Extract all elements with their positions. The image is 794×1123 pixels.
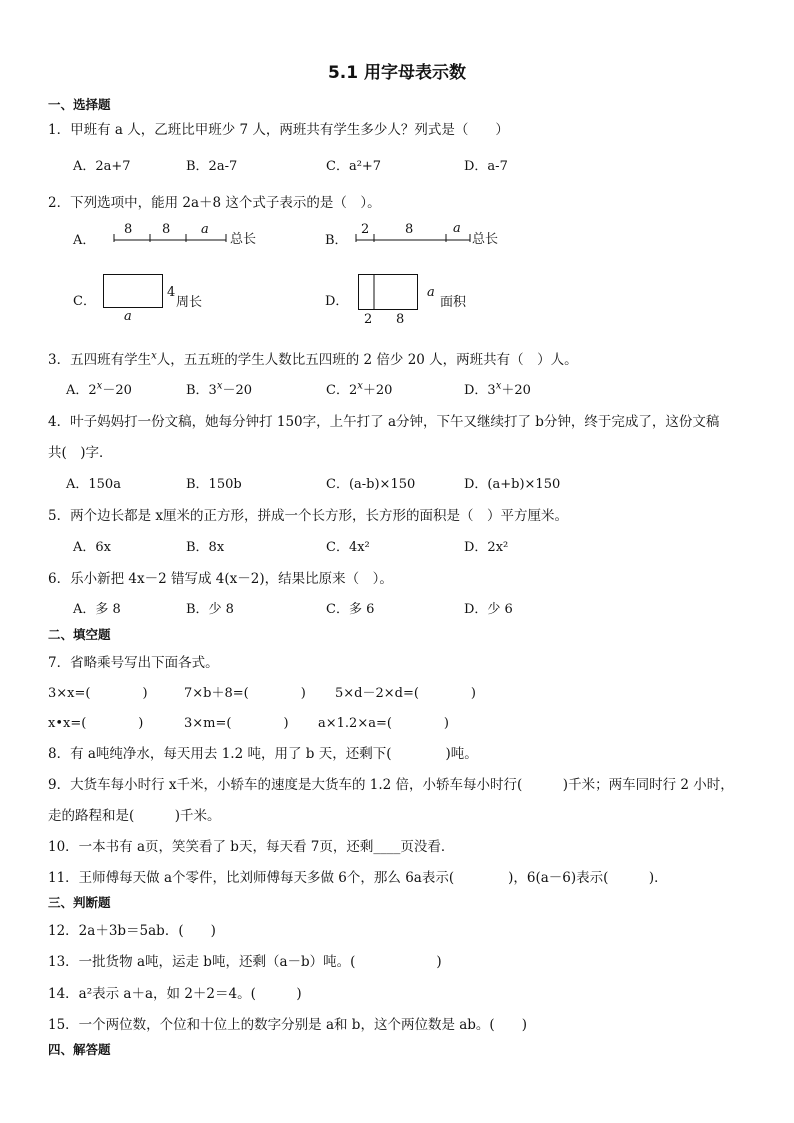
question-7: 7．省略乘号写出下面各式。 bbox=[48, 655, 219, 671]
q2-a-segment-label-2: 8 bbox=[162, 222, 171, 237]
q7-item: 7×b＋8=( ) bbox=[184, 686, 306, 701]
q6-option-c: C．多 6 bbox=[326, 602, 375, 617]
question-11: 11．王师傅每天做 a个零件，比刘师傅每天多做 6个，那么 6a表示( )，6(a－6)表示( )． bbox=[48, 870, 668, 886]
q4-option-a: A．150a bbox=[66, 477, 121, 492]
question-1: 1．甲班有 a 人，乙班比甲班少 7 人，两班共有学生多少人？列式是（ ） bbox=[48, 122, 509, 138]
section-heading: 一、选择题 bbox=[48, 97, 111, 112]
q7-item: 5×d－2×d=( ) bbox=[335, 686, 477, 701]
q4-option-d: D．(a+b)×150 bbox=[464, 477, 561, 492]
question-12: 12．2a＋3b＝5ab．( ) bbox=[48, 923, 216, 939]
q3-text-post: 人，五五班的学生人数比五四班的 2 倍少 20 人，两班共有（ ）人。 bbox=[156, 352, 578, 368]
question-4-line-1: 4．叶子妈妈打一份文稿，她每分钟打 150字，上午打了 a分钟，下午又继续打了 b分钟，终于完成了，这份文稿 bbox=[48, 414, 720, 430]
q2-d-bottom-label-1: 2 bbox=[364, 312, 373, 327]
q7-item: 3×x=( ) bbox=[48, 686, 148, 701]
q1-option-a: A．2a+7 bbox=[73, 159, 131, 174]
q2-a-suffix: 总长 bbox=[230, 232, 257, 247]
q7-item: 3×m=( ) bbox=[184, 716, 289, 731]
q2-a-segment-label-3: a bbox=[201, 222, 209, 237]
q2-option-c-label: C． bbox=[73, 294, 96, 309]
q2-option-a-label: A． bbox=[73, 233, 96, 248]
question-10: 10．一本书有 a页，笑笑看了 b天，每天看 7页，还剩____页没看． bbox=[48, 839, 455, 855]
q3-option-d: D．$3^x+20$ bbox=[464, 380, 531, 398]
q2-c-bottom-label: a bbox=[124, 309, 132, 324]
q2-option-b-label: B． bbox=[325, 233, 348, 248]
q6-option-d: D．少 6 bbox=[464, 602, 513, 617]
question-14: 14．a²表示 a＋a，如 2＋2＝4。( ) bbox=[48, 986, 302, 1002]
q1-option-d: D．a-7 bbox=[464, 159, 508, 174]
q5-option-b: B．8x bbox=[186, 540, 225, 555]
q1-option-c: C．a²+7 bbox=[326, 159, 382, 174]
q5-option-d: D．2x² bbox=[464, 540, 509, 555]
q2-b-segment-label-3: a bbox=[453, 221, 461, 236]
question-6: 6．乐小新把 4x－2 错写成 4(x－2)，结果比原来（ ）。 bbox=[48, 571, 393, 587]
section-heading: 四、解答题 bbox=[48, 1042, 111, 1057]
question-13: 13．一批货物 a吨，运走 b吨，还剩（a－b）吨。( ) bbox=[48, 954, 442, 970]
q4-option-b: B．150b bbox=[186, 477, 242, 492]
q2-d-suffix: 面积 bbox=[440, 295, 467, 310]
page-title: 5.1 用字母表示数 bbox=[327, 63, 467, 83]
q3-variable: x bbox=[151, 350, 157, 362]
question-8: 8．有 a吨纯净水，每天用去 1.2 吨，用了 b 天，还剩下( )吨。 bbox=[48, 746, 478, 762]
q2-option-d-rectangle bbox=[357, 273, 421, 313]
q2-option-c-rectangle bbox=[102, 273, 166, 311]
question-9-line-1: 9．大货车每小时行 x千米，小轿车的速度是大货车的 1.2 倍，小轿车每小时行( )千米；两车同时行 2 小时， bbox=[48, 777, 734, 793]
q3-text-pre: 3．五四班有学生 bbox=[48, 352, 152, 368]
question-9-line-2: 走的路程和是( )千米。 bbox=[48, 808, 221, 824]
q2-b-suffix: 总长 bbox=[472, 232, 499, 247]
q7-item: x•x=( ) bbox=[48, 716, 144, 731]
question-15: 15．一个两位数，个位和十位上的数字分别是 a和 b，这个两位数是 ab。( ) bbox=[48, 1017, 527, 1033]
q2-b-segment-label-1: 2 bbox=[361, 222, 370, 237]
q1-option-b: B．2a-7 bbox=[186, 159, 238, 174]
q5-option-a: A．6x bbox=[73, 540, 111, 555]
q7-item: a×1.2×a=( ) bbox=[318, 716, 449, 731]
question-2: 2．下列选项中，能用 2a＋8 这个式子表示的是（ ）。 bbox=[48, 195, 381, 211]
q2-d-side-label: a bbox=[427, 285, 435, 300]
q2-c-suffix: 周长 bbox=[176, 295, 203, 310]
q2-b-segment-label-2: 8 bbox=[405, 222, 414, 237]
q6-option-b: B．少 8 bbox=[186, 602, 234, 617]
question-5: 5．两个边长都是 x厘米的正方形，拼成一个长方形，长方形的面积是（ ）平方厘米。 bbox=[48, 508, 568, 524]
section-heading: 二、填空题 bbox=[48, 627, 111, 642]
q2-option-d-label: D． bbox=[325, 294, 349, 309]
q5-option-c: C．4x² bbox=[326, 540, 370, 555]
q6-option-a: A．多 8 bbox=[73, 602, 121, 617]
q4-option-c: C．(a-b)×150 bbox=[326, 477, 416, 492]
q2-d-bottom-label-2: 8 bbox=[396, 312, 405, 327]
question-3 bbox=[48, 348, 578, 368]
q2-c-side-label: 4 bbox=[167, 285, 176, 300]
q2-a-segment-label-1: 8 bbox=[124, 222, 133, 237]
q3-option-b: B．$3^x-20$ bbox=[186, 380, 253, 398]
q3-option-c: C．$2^x+20$ bbox=[326, 380, 393, 398]
q3-option-a: A．$2^x-20$ bbox=[66, 380, 132, 398]
section-heading: 三、判断题 bbox=[48, 895, 111, 910]
question-4-line-2: 共( )字． bbox=[48, 445, 113, 461]
